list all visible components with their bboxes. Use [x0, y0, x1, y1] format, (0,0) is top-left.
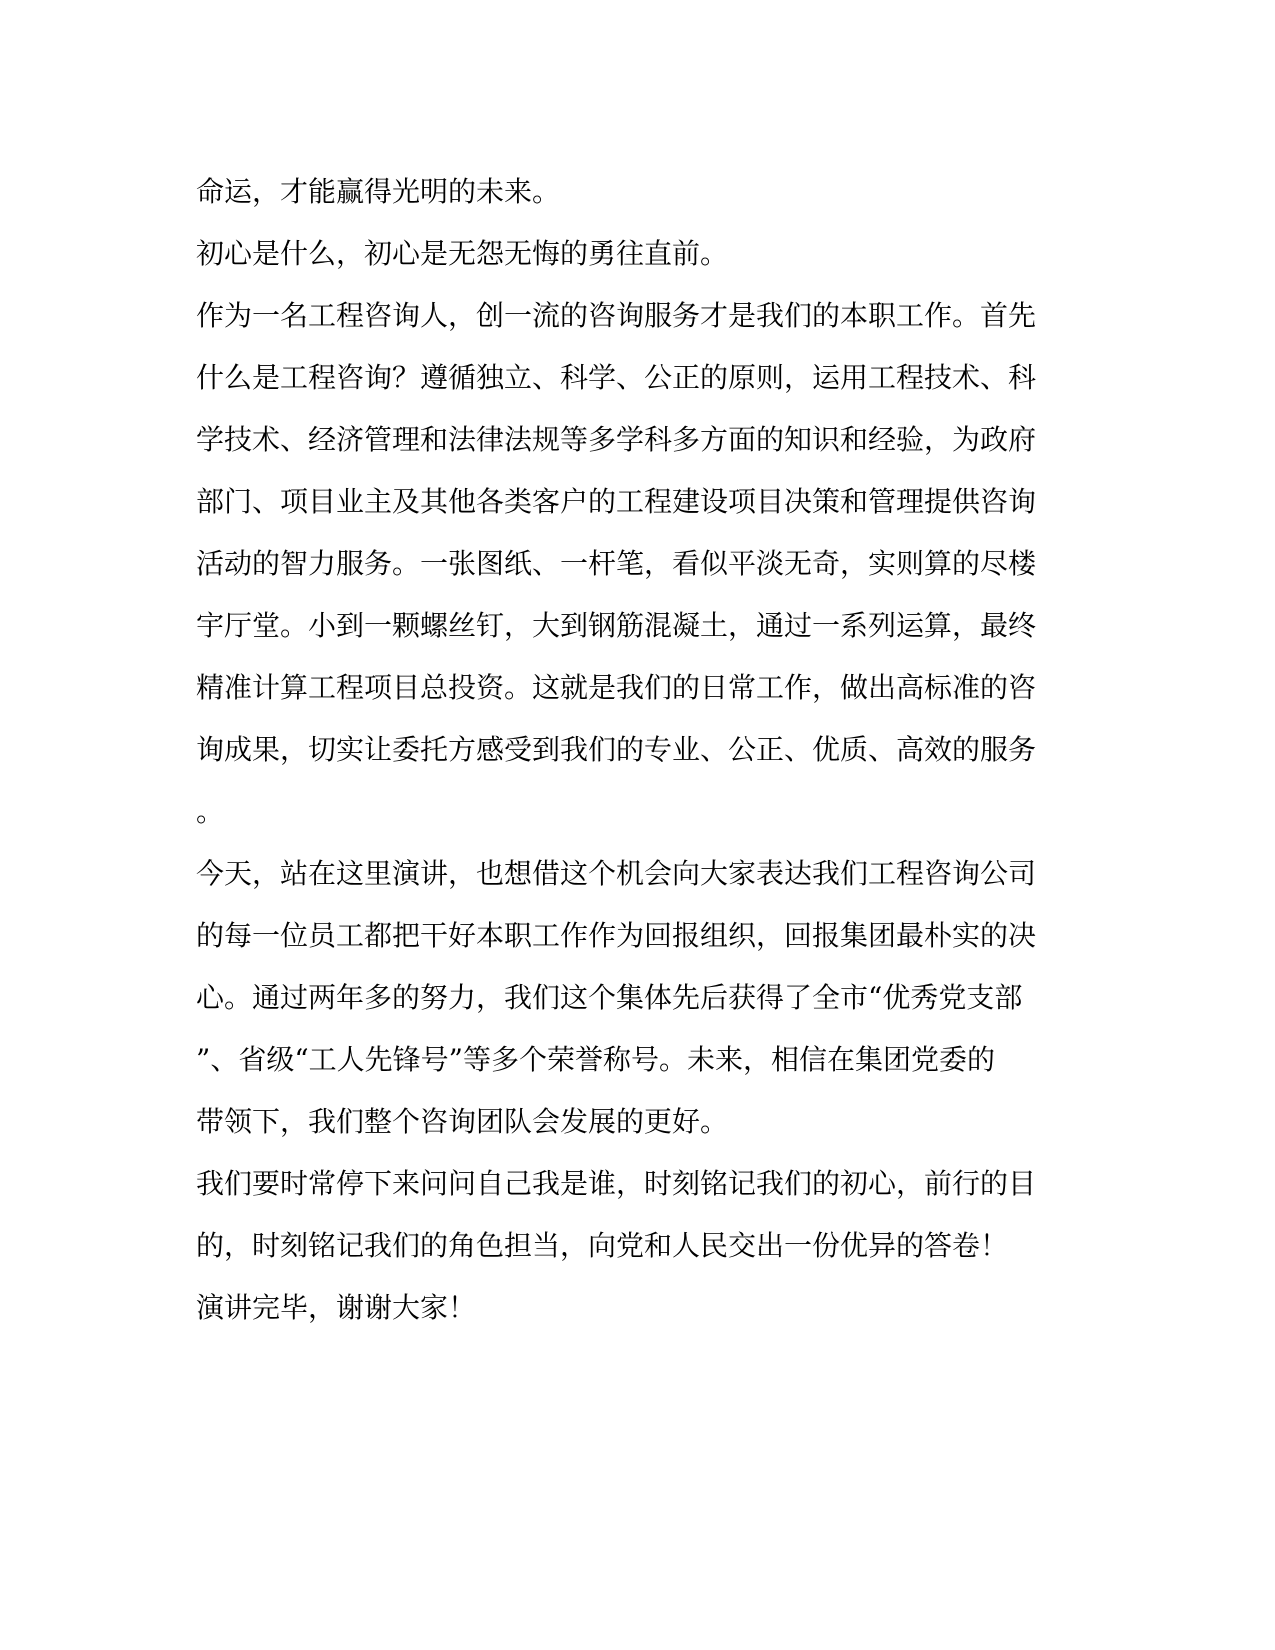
text-line: 学技术、经济管理和法律法规等多学科多方面的知识和经验，为政府 — [196, 423, 1037, 456]
text-line: 什么是工程咨询？遵循独立、科学、公正的原则，运用工程技术、科 — [196, 361, 1037, 394]
text-line: 初心是什么，初心是无怨无悔的勇往直前。 — [196, 237, 729, 270]
text-line: ”、省级“工人先锋号”等多个荣誉称号。未来，相信在集团党委的 — [196, 1043, 995, 1076]
text-line: 的，时刻铭记我们的角色担当，向党和人民交出一份优异的答卷！ — [196, 1229, 1009, 1262]
text-line: 。 — [196, 795, 225, 828]
text-line: 今天，站在这里演讲，也想借这个机会向大家表达我们工程咨询公司 — [196, 857, 1037, 890]
text-line: 询成果，切实让委托方感受到我们的专业、公正、优质、高效的服务 — [196, 733, 1037, 766]
text-line: 部门、项目业主及其他各类客户的工程建设项目决策和管理提供咨询 — [196, 485, 1037, 518]
text-line: 宇厅堂。小到一颗螺丝钉，大到钢筋混凝土，通过一系列运算，最终 — [196, 609, 1037, 642]
text-line: 带领下，我们整个咨询团队会发展的更好。 — [196, 1105, 729, 1138]
text-line: 作为一名工程咨询人，创一流的咨询服务才是我们的本职工作。首先 — [196, 299, 1037, 332]
text-line: 演讲完毕，谢谢大家！ — [196, 1291, 477, 1324]
text-line: 命运，才能赢得光明的未来。 — [196, 175, 561, 208]
text-line: 的每一位员工都把干好本职工作作为回报组织，回报集团最朴实的决 — [196, 919, 1037, 952]
text-line: 我们要时常停下来问问自己我是谁，时刻铭记我们的初心，前行的目 — [196, 1167, 1037, 1200]
text-line: 精准计算工程项目总投资。这就是我们的日常工作，做出高标准的咨 — [196, 671, 1037, 704]
text-line: 心。通过两年多的努力，我们这个集体先后获得了全市“优秀党支部 — [196, 981, 1023, 1014]
text-line: 活动的智力服务。一张图纸、一杆笔，看似平淡无奇，实则算的尽楼 — [196, 547, 1037, 580]
